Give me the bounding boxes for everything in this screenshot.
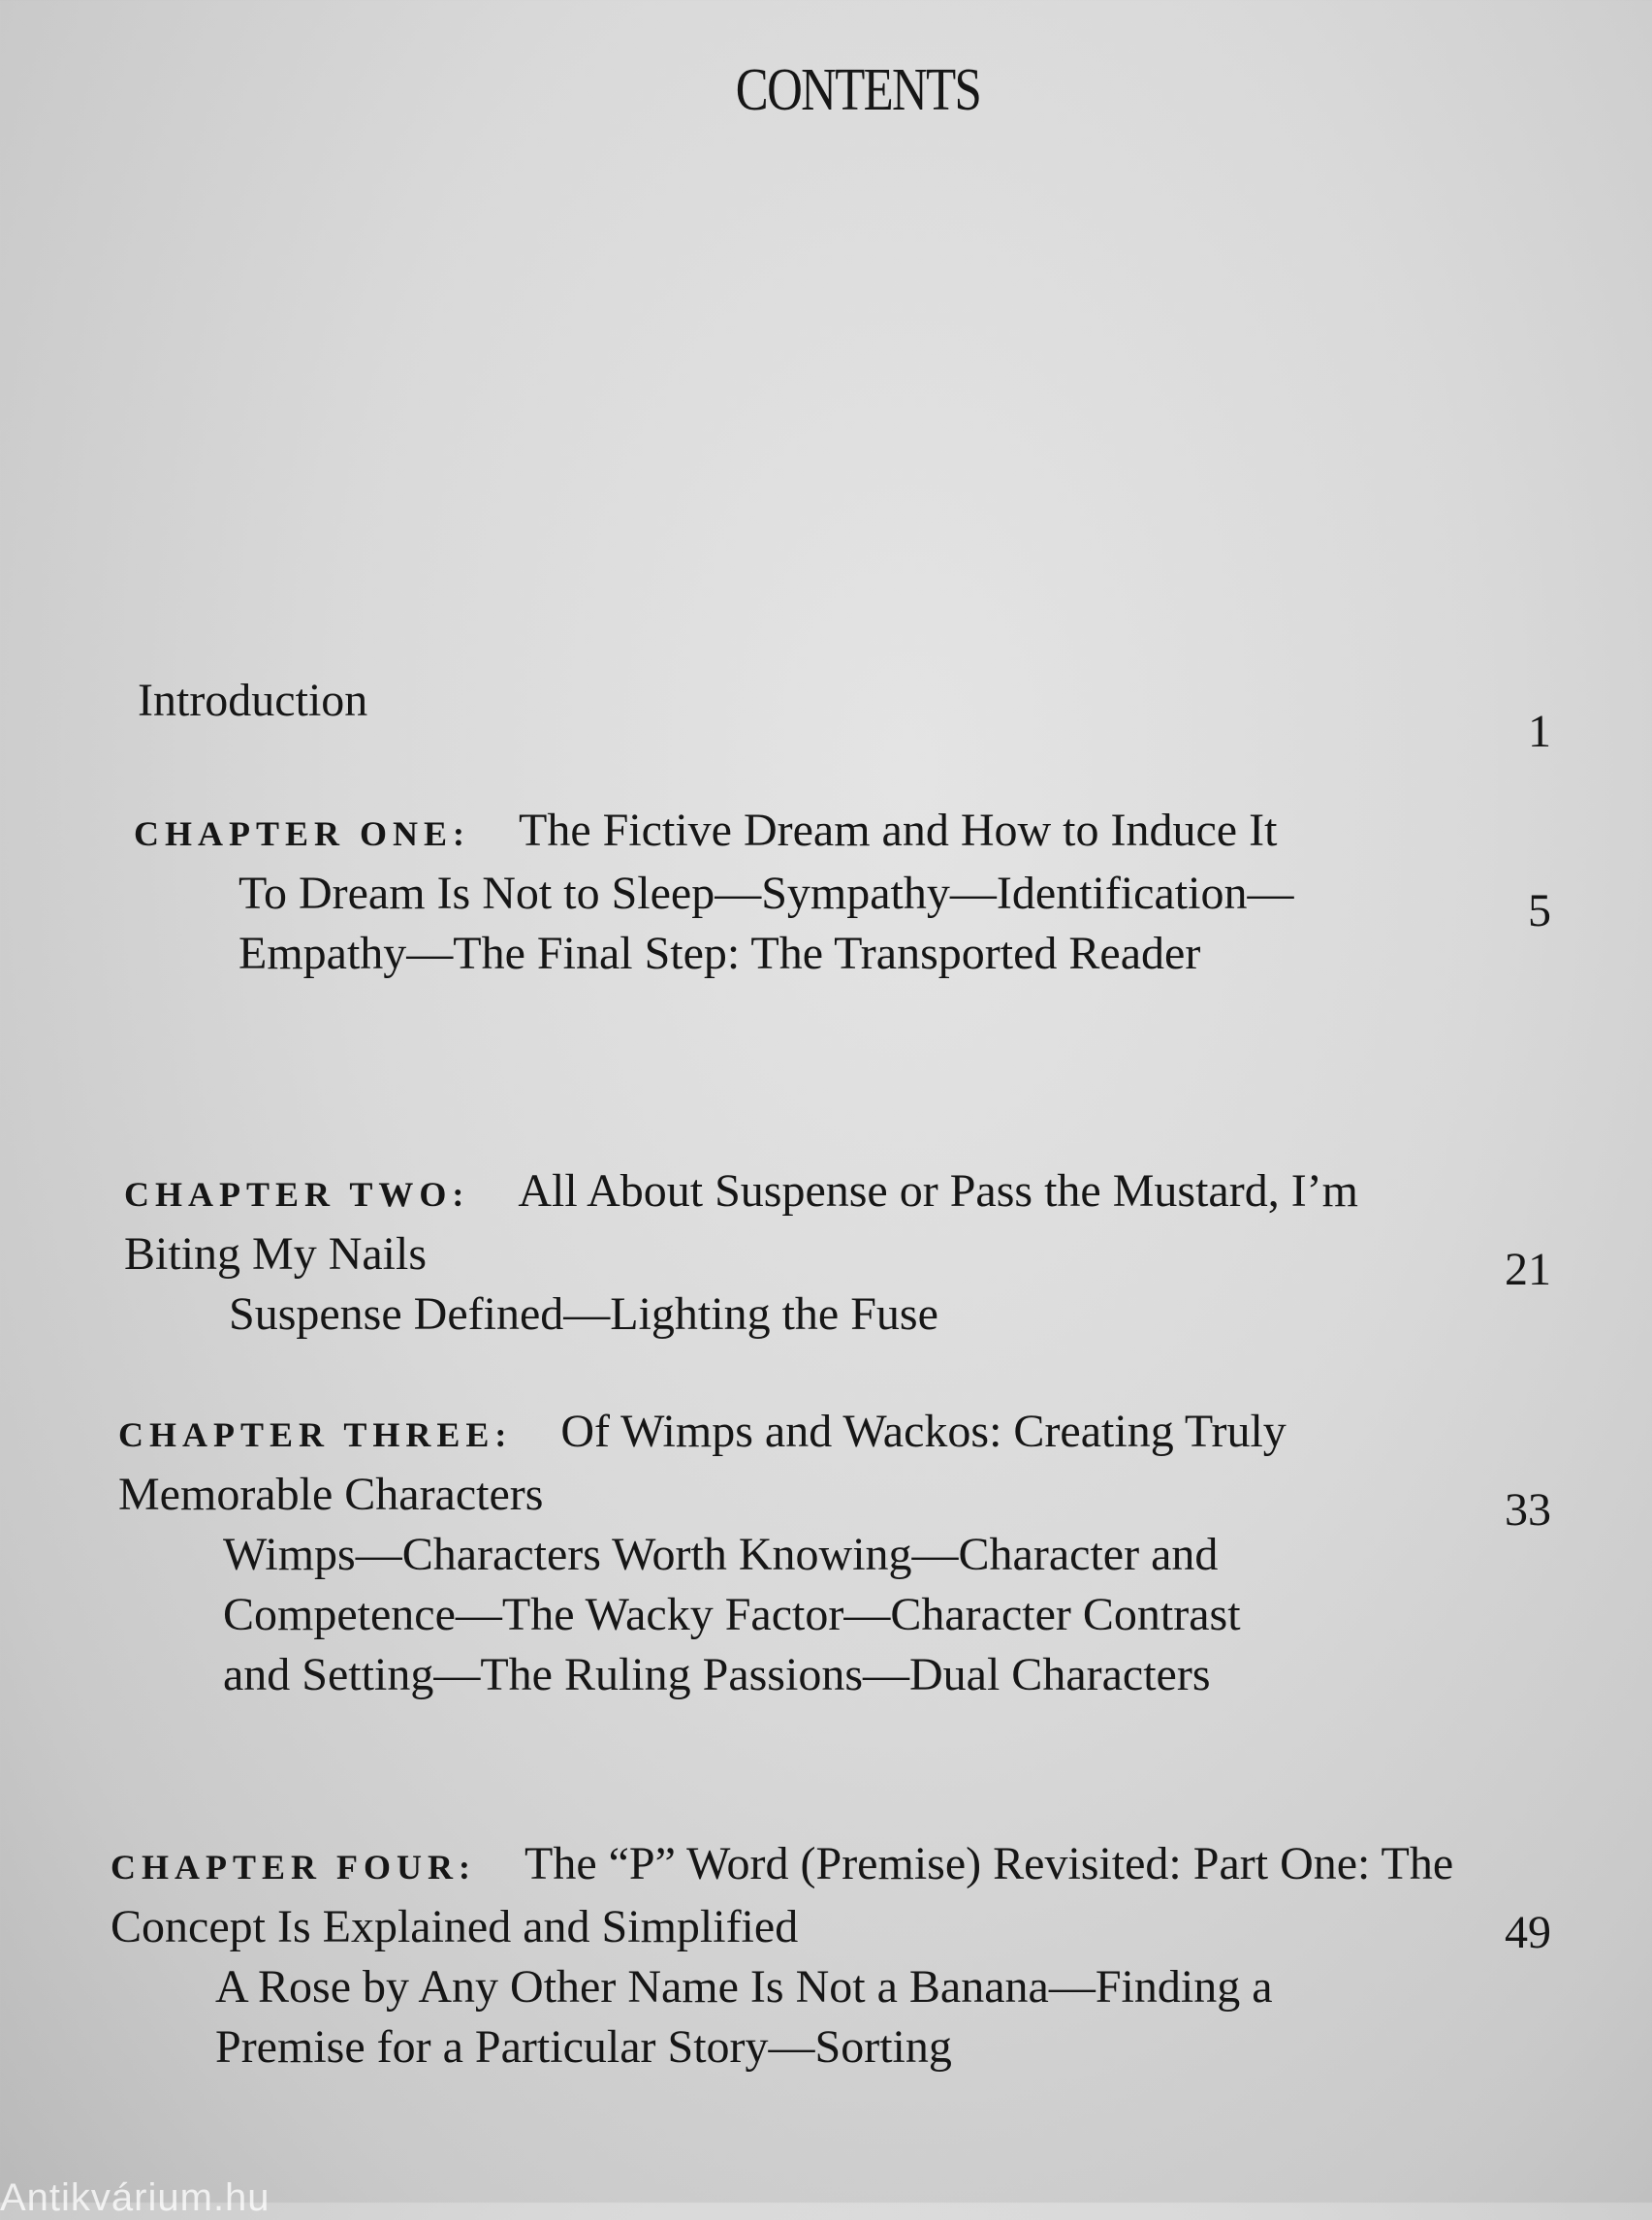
chapter-title: The “P” Word (Premise) Revisited: Part One: The Concept Is Explained and Simplified (111, 1838, 1454, 1952)
watermark: Antikvárium.hu (0, 2176, 270, 2219)
page-number-chapter-one: 5 (1528, 885, 1551, 936)
toc-entry-chapter-one (134, 801, 1423, 984)
chapter-label: CHAPTER TWO: (124, 1175, 470, 1214)
chapter-subtopics: Wimps—Characters Worth Knowing—Character and Competence—The Wacky Factor—Character Contrast and Setting—The Ruling Passions—Dual Characters (223, 1529, 1241, 1700)
chapter-title: All About Suspense or Pass the Mustard, I’m Biting My Nails (124, 1165, 1358, 1280)
page-number-chapter-four: 49 (1505, 1907, 1551, 1958)
page-number-introduction: 1 (1528, 706, 1551, 757)
chapter-heading (111, 1834, 1458, 1957)
chapter-label: CHAPTER ONE: (134, 814, 471, 853)
page-number-chapter-two: 21 (1505, 1244, 1551, 1295)
chapter-label: CHAPTER FOUR: (111, 1848, 476, 1887)
chapter-subtopics: A Rose by Any Other Name Is Not a Banana—Finding a Premise for a Particular Story—Sorting (215, 1961, 1273, 2073)
chapter-subtopics: To Dream Is Not to Sleep—Sympathy—Identification—Empathy—The Final Step: The Transported Reader (238, 868, 1294, 979)
chapter-label: CHAPTER THREE: (118, 1415, 513, 1454)
toc-entry-chapter-two (124, 1161, 1414, 1345)
page-number-chapter-three: 33 (1505, 1484, 1551, 1536)
toc-entry-chapter-three (118, 1402, 1437, 1705)
toc-entry-chapter-four (111, 1834, 1458, 2077)
chapter-heading (134, 801, 1423, 864)
chapter-title: Of Wimps and Wackos: Creating Truly Memorable Characters (118, 1406, 1287, 1520)
chapter-heading (118, 1402, 1437, 1525)
toc-entry-introduction: Introduction (138, 675, 368, 726)
chapter-title: The Fictive Dream and How to Induce It (519, 805, 1278, 856)
chapter-heading (124, 1161, 1414, 1284)
chapter-subtopics: Suspense Defined—Lighting the Fuse (229, 1288, 938, 1340)
page-title: CONTENTS (735, 57, 981, 123)
